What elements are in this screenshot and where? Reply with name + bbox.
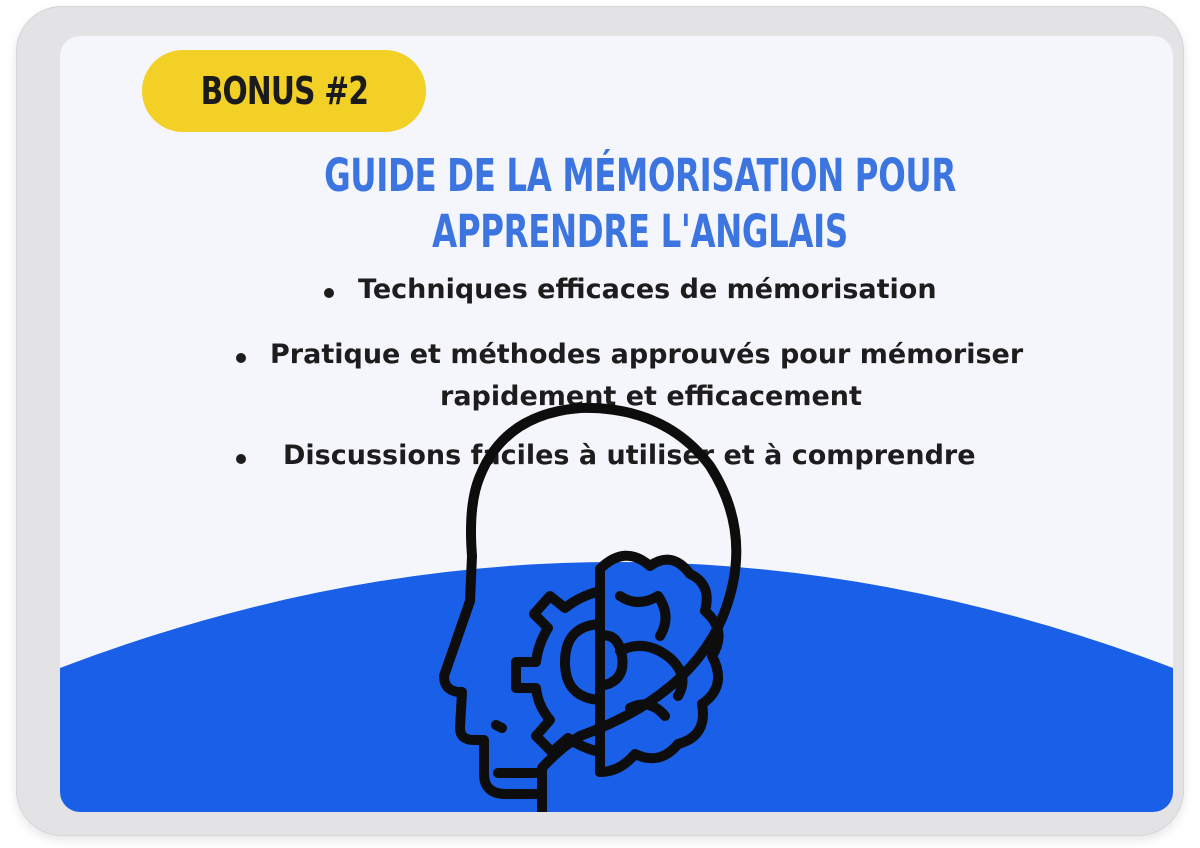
screen [60,36,1173,812]
head-brain-gear-icon [60,36,1173,812]
feature-item-1: Techniques efficaces de mémorisation [358,274,937,305]
feature-item-2-line-1: Pratique et méthodes approuvés pour mémoriser [270,339,1024,370]
bonus-badge-label: BONUS #2 [200,69,368,113]
feature-item-2-line-2: rapidement et efficacement [440,381,862,412]
feature-item-3: Discussions faciles à utiliser et à comprendre [283,440,976,471]
title-line-2: APPRENDRE L'ANGLAIS [432,205,848,258]
tablet-frame [16,6,1184,836]
title-line-1: GUIDE DE LA MÉMORISATION POUR [324,149,956,202]
